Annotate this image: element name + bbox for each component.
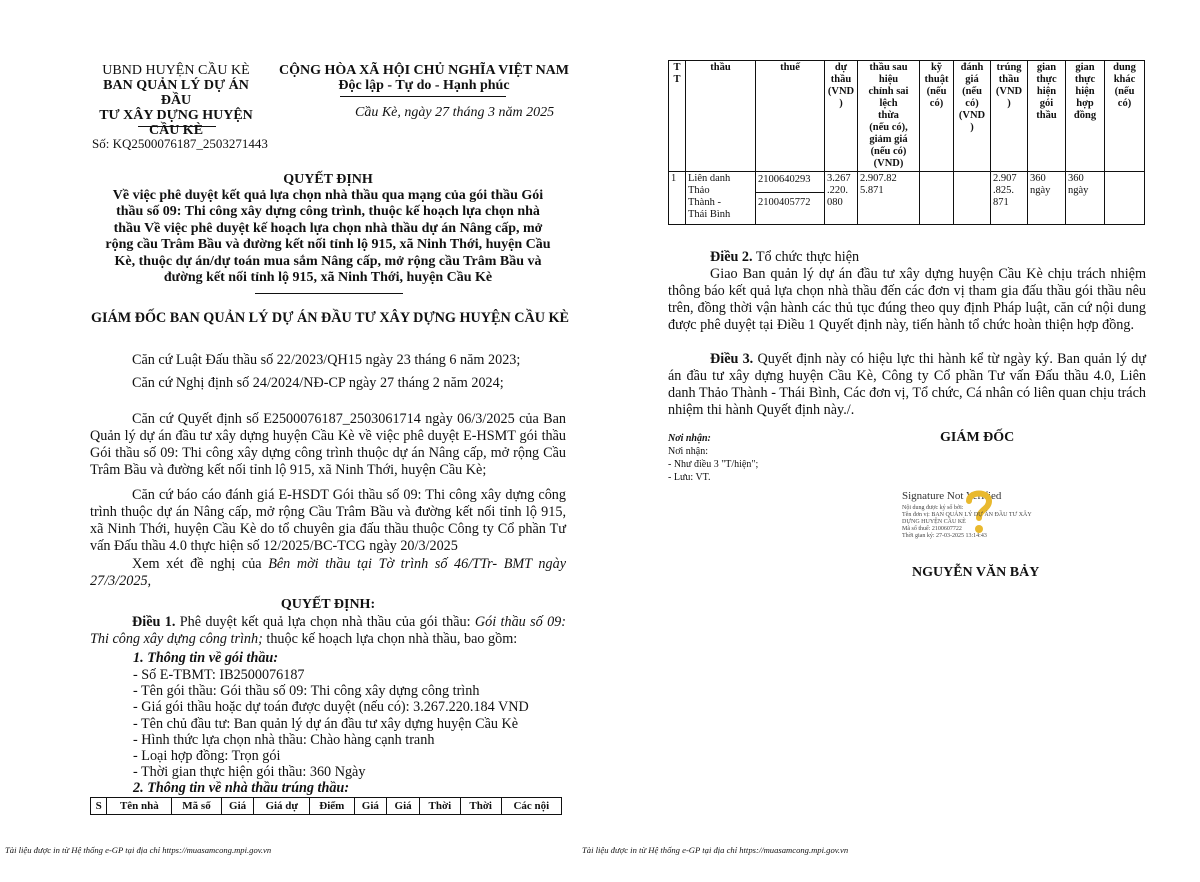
- recipient-item: - Lưu: VT.: [668, 472, 711, 483]
- article-2-text: Giao Ban quản lý dự án đầu tư xây dựng huyện Cầu Kè chịu trách nhiệm thông báo kết quả lựa chọn nhà thầu đến các đơn vị tham gia đấu thầu gói thầu nêu trên, đồng thời vận hành các thủ tục đúng theo quy định Pháp luật, căn cứ nội dung được phê duyệt tại Điều 1 Quyết định này, tiến hành tổ chức hoàn thiện hợp đồng.: [668, 266, 1146, 333]
- page-footer-right: Tài liệu được in từ Hệ thống e-GP tại địa chỉ https://muasamcong.mpi.gov.vn: [582, 845, 849, 855]
- table-header-cell: Điểm: [310, 798, 354, 815]
- subject-line: Về việc phê duyệt kết quả lựa chọn nhà thầu qua mạng của gói thầu Gói: [112, 188, 544, 203]
- subject-line: thầu Về việc phê duyệt kế hoạch lựa chọn nhà thầu dự án Nâng cấp, mở: [113, 220, 543, 236]
- table-header-cell: Thời: [419, 798, 460, 815]
- signature-detail-line: Mã số thuế: 2100607722: [902, 526, 962, 532]
- cell-contract-time: 360 ngày: [1066, 172, 1105, 225]
- cell-package-time: 360 ngày: [1028, 172, 1066, 225]
- place-date: Cầu Kè, ngày 27 tháng 3 năm 2025: [355, 105, 555, 120]
- article-2-title: Tổ chức thực hiện: [752, 249, 860, 265]
- signer-title: GIÁM ĐỐC: [940, 430, 1015, 445]
- director-heading: GIÁM ĐỐC BAN QUẢN LÝ DỰ ÁN ĐẦU TƯ XÂY DỰNG HUYỆN CẦU KÈ: [90, 310, 570, 326]
- document-title: QUYẾT ĐỊNH: [283, 172, 373, 187]
- table-header-row: [91, 798, 562, 815]
- cell-bid-price: 3.267 .220. 080: [825, 172, 858, 225]
- decision-heading: QUYẾT ĐỊNH:: [280, 597, 376, 612]
- table-header-cell: đánh giá (nếu có) (VND ): [954, 61, 991, 172]
- cell-evaluated-price: [954, 172, 991, 225]
- table-header-cell: Các nội: [501, 798, 561, 815]
- cell-winning-price: 2.907 .825. 871: [991, 172, 1028, 225]
- table-header-cell: trúng thầu (VND ): [991, 61, 1028, 172]
- package-info-item: - Thời gian thực hiện gói thầu: 360 Ngày: [133, 764, 366, 781]
- national-motto: [276, 63, 572, 93]
- tax-code-2: 2100405772: [758, 197, 811, 208]
- subject-line: Kè, thuộc dự án/dự toán mua sắm Nâng cấp, mở rộng cầu Trâm Bầu và: [114, 253, 542, 269]
- recipients-title: Nơi nhận:: [668, 433, 711, 444]
- table-header-cell: thầu: [686, 61, 756, 172]
- article-3-text: Quyết định này có hiệu lực thi hành kể từ ngày ký. Ban quản lý dự án đầu tư xây dựng huyện Cầu Kè, Công ty Cổ phần Tư vấn Đấu thầu 4.0, Liên danh Thảo Thành - Thái Bình, Các đơn vị, Tổ chức, Cá nhân có liên quan chịu trách nhiệm thi hành Quyết định này./.: [668, 351, 1146, 418]
- document-subject: [80, 188, 576, 286]
- article-1-label: Điều 1.: [132, 614, 176, 630]
- page-footer-left: Tài liệu được in từ Hệ thống e-GP tại địa chỉ https://muasamcong.mpi.gov.vn: [5, 845, 272, 855]
- signature-detail-line: Nội dung được ký số bởi:: [902, 505, 964, 511]
- package-info-item: - Hình thức lựa chọn nhà thầu: Chào hàng cạnh tranh: [133, 731, 435, 748]
- consideration: [90, 556, 566, 590]
- table-row: [669, 172, 1145, 225]
- cell-other: [1105, 172, 1145, 225]
- table-header-cell: Giá dự: [254, 798, 310, 815]
- cell-adjusted-price: 2.907.82 5.871: [858, 172, 920, 225]
- subject-line: thầu số 09: Thi công xây dựng công trình, thuộc kế hoạch lựa chọn nhà: [116, 204, 540, 220]
- table-header-cell: T T: [669, 61, 686, 172]
- authority-line-4: CẦU KÈ: [148, 123, 204, 138]
- section-2-title: 2. Thông tin về nhà thầu trúng thầu:: [133, 780, 350, 796]
- cell-technical-score: [920, 172, 954, 225]
- subject-line: đường kết nối tỉnh lộ 915, xã Ninh Thới, huyện Cầu Kè: [163, 270, 493, 286]
- authority-underline: [138, 126, 216, 127]
- motto-underline: [340, 96, 506, 97]
- cell-stt: 1: [669, 172, 686, 225]
- authority-line-3: TƯ XÂY DỰNG HUYỆN: [99, 108, 253, 123]
- section-1-title: 1. Thông tin về gói thầu:: [133, 650, 279, 666]
- table-header-cell: gian thực hiện gói thầu: [1028, 61, 1066, 172]
- article-1: [90, 614, 566, 648]
- table-header-cell: Thời: [460, 798, 501, 815]
- subject-underline: [255, 293, 403, 294]
- table-header-cell: Mã số: [172, 798, 221, 815]
- authority-line-2: BAN QUẢN LÝ DỰ ÁN ĐẦU: [103, 78, 249, 108]
- legal-basis-4: Căn cứ báo cáo đánh giá E-HSDT Gói thầu số 09: Thi công xây dựng công trình thuộc dự án Nâng cấp, mở rộng Cầu Trâm Bầu và đường kết nối tỉnh lộ 915, xã Ninh Thới, huyện Cầu Kè do tổ chuyên gia đấu thầu thuộc Công ty Cổ phần Tư vấn Đấu thầu 4.0 thực hiện số 12/2025/BC-TCG ngày 20/3/2025: [90, 487, 566, 554]
- legal-basis-3: Căn cứ Quyết định số E2500076187_2503061714 ngày 06/3/2025 của Ban Quản lý dự án đầu tư xây dựng huyện Cầu Kè về việc phê duyệt E-HSMT gói thầu Gói thầu số 09: Thi công xây dựng công trình thuộc dự án Nâng cấp, mở rộng Cầu Trâm Bầu và đường kết nối tỉnh lộ 915, xã Ninh Thới, huyện Cầu Kè;: [90, 411, 566, 478]
- winner-table-header-start: [90, 797, 562, 815]
- article-3: [668, 351, 1146, 419]
- article-1-package: Gói thầu số 09: Thi công xây dựng công trình;: [90, 614, 566, 647]
- tax-code-1: 2100640293: [756, 172, 824, 193]
- legal-basis-2: Căn cứ Nghị định số 24/2024/NĐ-CP ngày 27 tháng 2 năm 2024;: [132, 375, 504, 391]
- table-header-cell: gian thực hiện hợp đồng: [1066, 61, 1105, 172]
- nation-line-2: Độc lập - Tự do - Hạnh phúc: [338, 78, 510, 93]
- package-info-item: - Giá gói thầu hoặc dự toán được duyệt (nếu có): 3.267.220.184 VND: [133, 699, 529, 716]
- cell-tax-codes: [756, 172, 825, 225]
- signature-detail-line: DỰNG HUYỆN CẦU KÈ: [902, 519, 966, 525]
- table-header-cell: Giá: [221, 798, 254, 815]
- recipient-item: - Như điều 3 "T/hiện";: [668, 459, 759, 470]
- package-info-item: - Loại hợp đồng: Trọn gói: [133, 748, 281, 764]
- table-header-cell: dự thầu (VND ): [825, 61, 858, 172]
- nation-line-1: CỘNG HÒA XÃ HỘI CHỦ NGHĨA VIỆT NAM: [278, 63, 569, 78]
- table-header-cell: Tên nhà: [107, 798, 172, 815]
- article-3-label: Điều 3.: [710, 351, 754, 367]
- table-header-cell: thầu sau hiệu chỉnh sai lệch thừa (nếu có), giảm giá (nếu có) (VND): [858, 61, 920, 172]
- article-2-label: Điều 2.: [710, 249, 753, 265]
- table-header-cell: thuế: [756, 61, 825, 172]
- signature-detail-line: Tên đơn vị: BAN QUẢN LÝ DỰ ÁN ĐẦU TƯ XÂY: [902, 512, 1032, 518]
- subject-line: rộng cầu Trâm Bầu và đường kết nối tỉnh lộ 915, xã Ninh Thới, huyện Cầu: [105, 237, 551, 253]
- recipient-item: Nơi nhận:: [668, 446, 709, 457]
- winner-table: [668, 60, 1145, 225]
- document-page-right: [582, 0, 1200, 882]
- table-header-cell: kỹ thuật (nếu có): [920, 61, 954, 172]
- consideration-prefix: Xem xét đề nghị của: [132, 556, 269, 572]
- document-number: Số: KQ2500076187_2503271443: [92, 136, 268, 151]
- package-info-item: - Tên chủ đầu tư: Ban quản lý dự án đầu tư xây dựng huyện Cầu Kè: [133, 715, 519, 732]
- table-header-cell: Giá: [387, 798, 420, 815]
- cell-contractor-name: Liên danh Thảo Thành - Thái Bình: [686, 172, 756, 225]
- article-1-text: Phê duyệt kết quả lựa chọn nhà thầu của gói thầu:: [175, 614, 475, 630]
- signature-status: Signature Not Verified: [902, 490, 1002, 502]
- legal-basis-1: Căn cứ Luật Đấu thầu số 22/2023/QH15 ngày 23 tháng 6 năm 2023;: [132, 352, 521, 368]
- package-info-item: - Số E-TBMT: IB2500076187: [133, 667, 305, 683]
- article-1-tail: thuộc kế hoạch lựa chọn nhà thầu, bao gồm:: [262, 631, 518, 647]
- signature-detail-line: Thời gian ký: 27-03-2025 13:14:43: [902, 533, 987, 539]
- article-2-heading: [710, 249, 1146, 266]
- consideration-reference: Bên mời thầu tại Tờ trình số 46/TTr- BMT ngày 27/3/2025,: [90, 556, 566, 589]
- table-header-cell: dung khác (nếu có): [1105, 61, 1145, 172]
- table-header-cell: Giá: [354, 798, 387, 815]
- signer-name: NGUYỄN VĂN BẢY: [912, 565, 1040, 580]
- table-header-row: [669, 61, 1145, 172]
- authority-line-1: UBND HUYỆN CẦU KÈ: [102, 63, 250, 78]
- package-info-item: - Tên gói thầu: Gói thầu số 09: Thi công xây dựng công trình: [133, 683, 480, 700]
- table-header-cell: S: [91, 798, 107, 815]
